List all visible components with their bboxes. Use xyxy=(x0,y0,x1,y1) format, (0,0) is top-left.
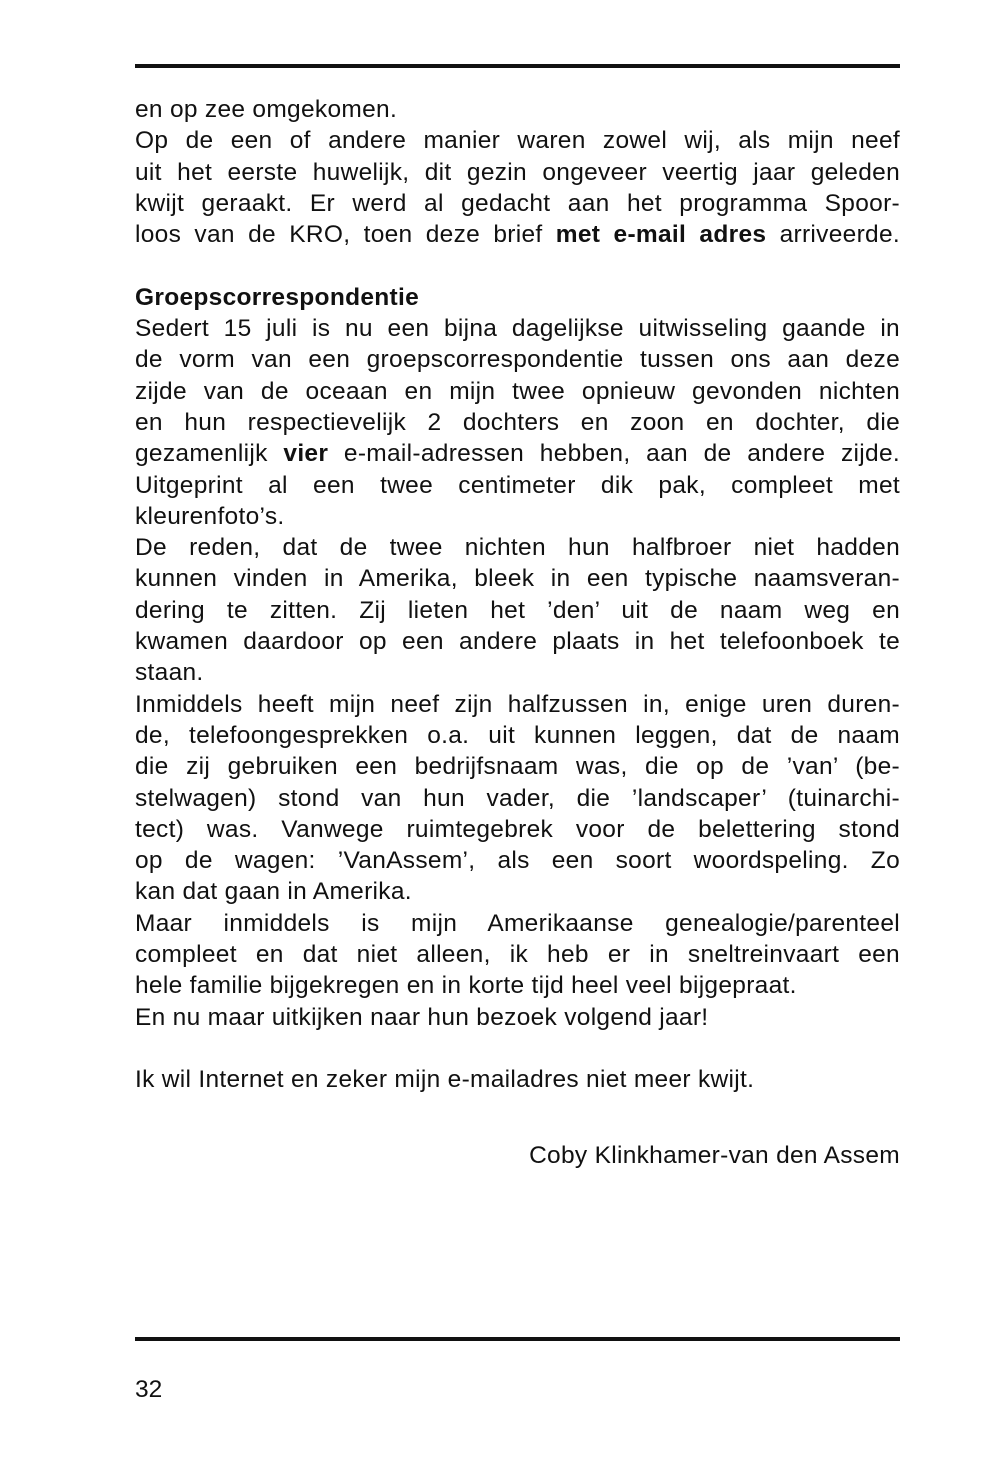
text-span: arriveerde. xyxy=(766,221,900,249)
text-line: die zij gebruiken een bedrijfsnaam was, die op de ’van’ (be- xyxy=(135,753,900,781)
text-line: hele familie bijgekregen en in korte tijd heel veel bijgepraat. xyxy=(135,972,797,1000)
page-number: 32 xyxy=(135,1376,163,1403)
text-line: kleurenfoto’s. xyxy=(135,502,285,530)
text-line: en hun respectievelijk 2 dochters en zoon en dochter, die xyxy=(135,408,900,436)
text-line: en op zee omgekomen. xyxy=(135,96,398,123)
text-line: tect) was. Vanwege ruimtegebrek voor de belettering stond xyxy=(135,815,900,843)
author-signature: Coby Klinkhamer-van den Assem xyxy=(529,1142,900,1169)
text-line: kunnen vinden in Amerika, bleek in een typische naamsveran- xyxy=(135,565,900,593)
text-line: uit het eerste huwelijk, dit gezin ongeveer veertig jaar geleden xyxy=(135,158,900,186)
bold-text: met e-mail adres xyxy=(555,221,767,249)
closing-line: Ik wil Internet en zeker mijn e-mailadres niet meer kwijt. xyxy=(135,1066,755,1094)
paragraph-gap xyxy=(135,250,900,281)
text-line: de, telefoongesprekken o.a. uit kunnen leggen, dat de naam xyxy=(135,721,900,749)
text-line: compleet en dat niet alleen, ik heb er in sneltreinvaart een xyxy=(135,941,900,969)
top-rule xyxy=(135,64,900,68)
text-line xyxy=(135,219,900,250)
section-heading: Groepscorrespondentie xyxy=(135,283,420,311)
text-line: kwamen daardoor op een andere plaats in het telefoonboek te xyxy=(135,628,900,656)
text-line: Maar inmiddels is mijn Amerikaanse genealogie/parenteel xyxy=(135,909,900,937)
text-line: En nu maar uitkijken naar hun bezoek volgend jaar! xyxy=(135,1003,709,1031)
paragraph-gap xyxy=(135,1033,900,1064)
text-line: de vorm van een groepscorrespondentie tussen ons aan deze xyxy=(135,346,900,374)
text-line: Uitgeprint al een twee centimeter dik pak, compleet met xyxy=(135,471,900,499)
text-span: gezamenlijk xyxy=(135,440,284,468)
text-line: kwijt geraakt. Er werd al gedacht aan het programma Spoor- xyxy=(135,189,900,217)
text-line: staan. xyxy=(135,659,204,687)
text-line: dering te zitten. Zij lieten het ’den’ uit de naam weg en xyxy=(135,596,900,624)
text-line: Sedert 15 juli is nu een bijna dagelijkse uitwisseling gaande in xyxy=(135,315,900,343)
text-span: e-mail-adressen hebben, aan de andere zijde. xyxy=(328,440,900,468)
article-body xyxy=(135,94,900,1096)
text-line: op de wagen: ’VanAssem’, als een soort woordspeling. Zo xyxy=(135,847,900,875)
text-line: zijde van de oceaan en mijn twee opnieuw gevonden nichten xyxy=(135,377,900,405)
text-line: De reden, dat de twee nichten hun halfbroer niet hadden xyxy=(135,534,900,562)
text-span: loos van de KRO, toen deze brief xyxy=(135,221,556,249)
text-line: stelwagen) stond van hun vader, die ’landscaper’ (tuinarchi- xyxy=(135,784,900,812)
text-line: kan dat gaan in Amerika. xyxy=(135,878,412,906)
bold-text: vier xyxy=(283,440,329,468)
text-line: Inmiddels heeft mijn neef zijn halfzussen in, enige uren duren- xyxy=(135,690,900,718)
bottom-rule xyxy=(135,1337,900,1341)
text-line: Op de een of andere manier waren zowel wij, als mijn neef xyxy=(135,127,900,155)
text-line xyxy=(135,438,900,469)
